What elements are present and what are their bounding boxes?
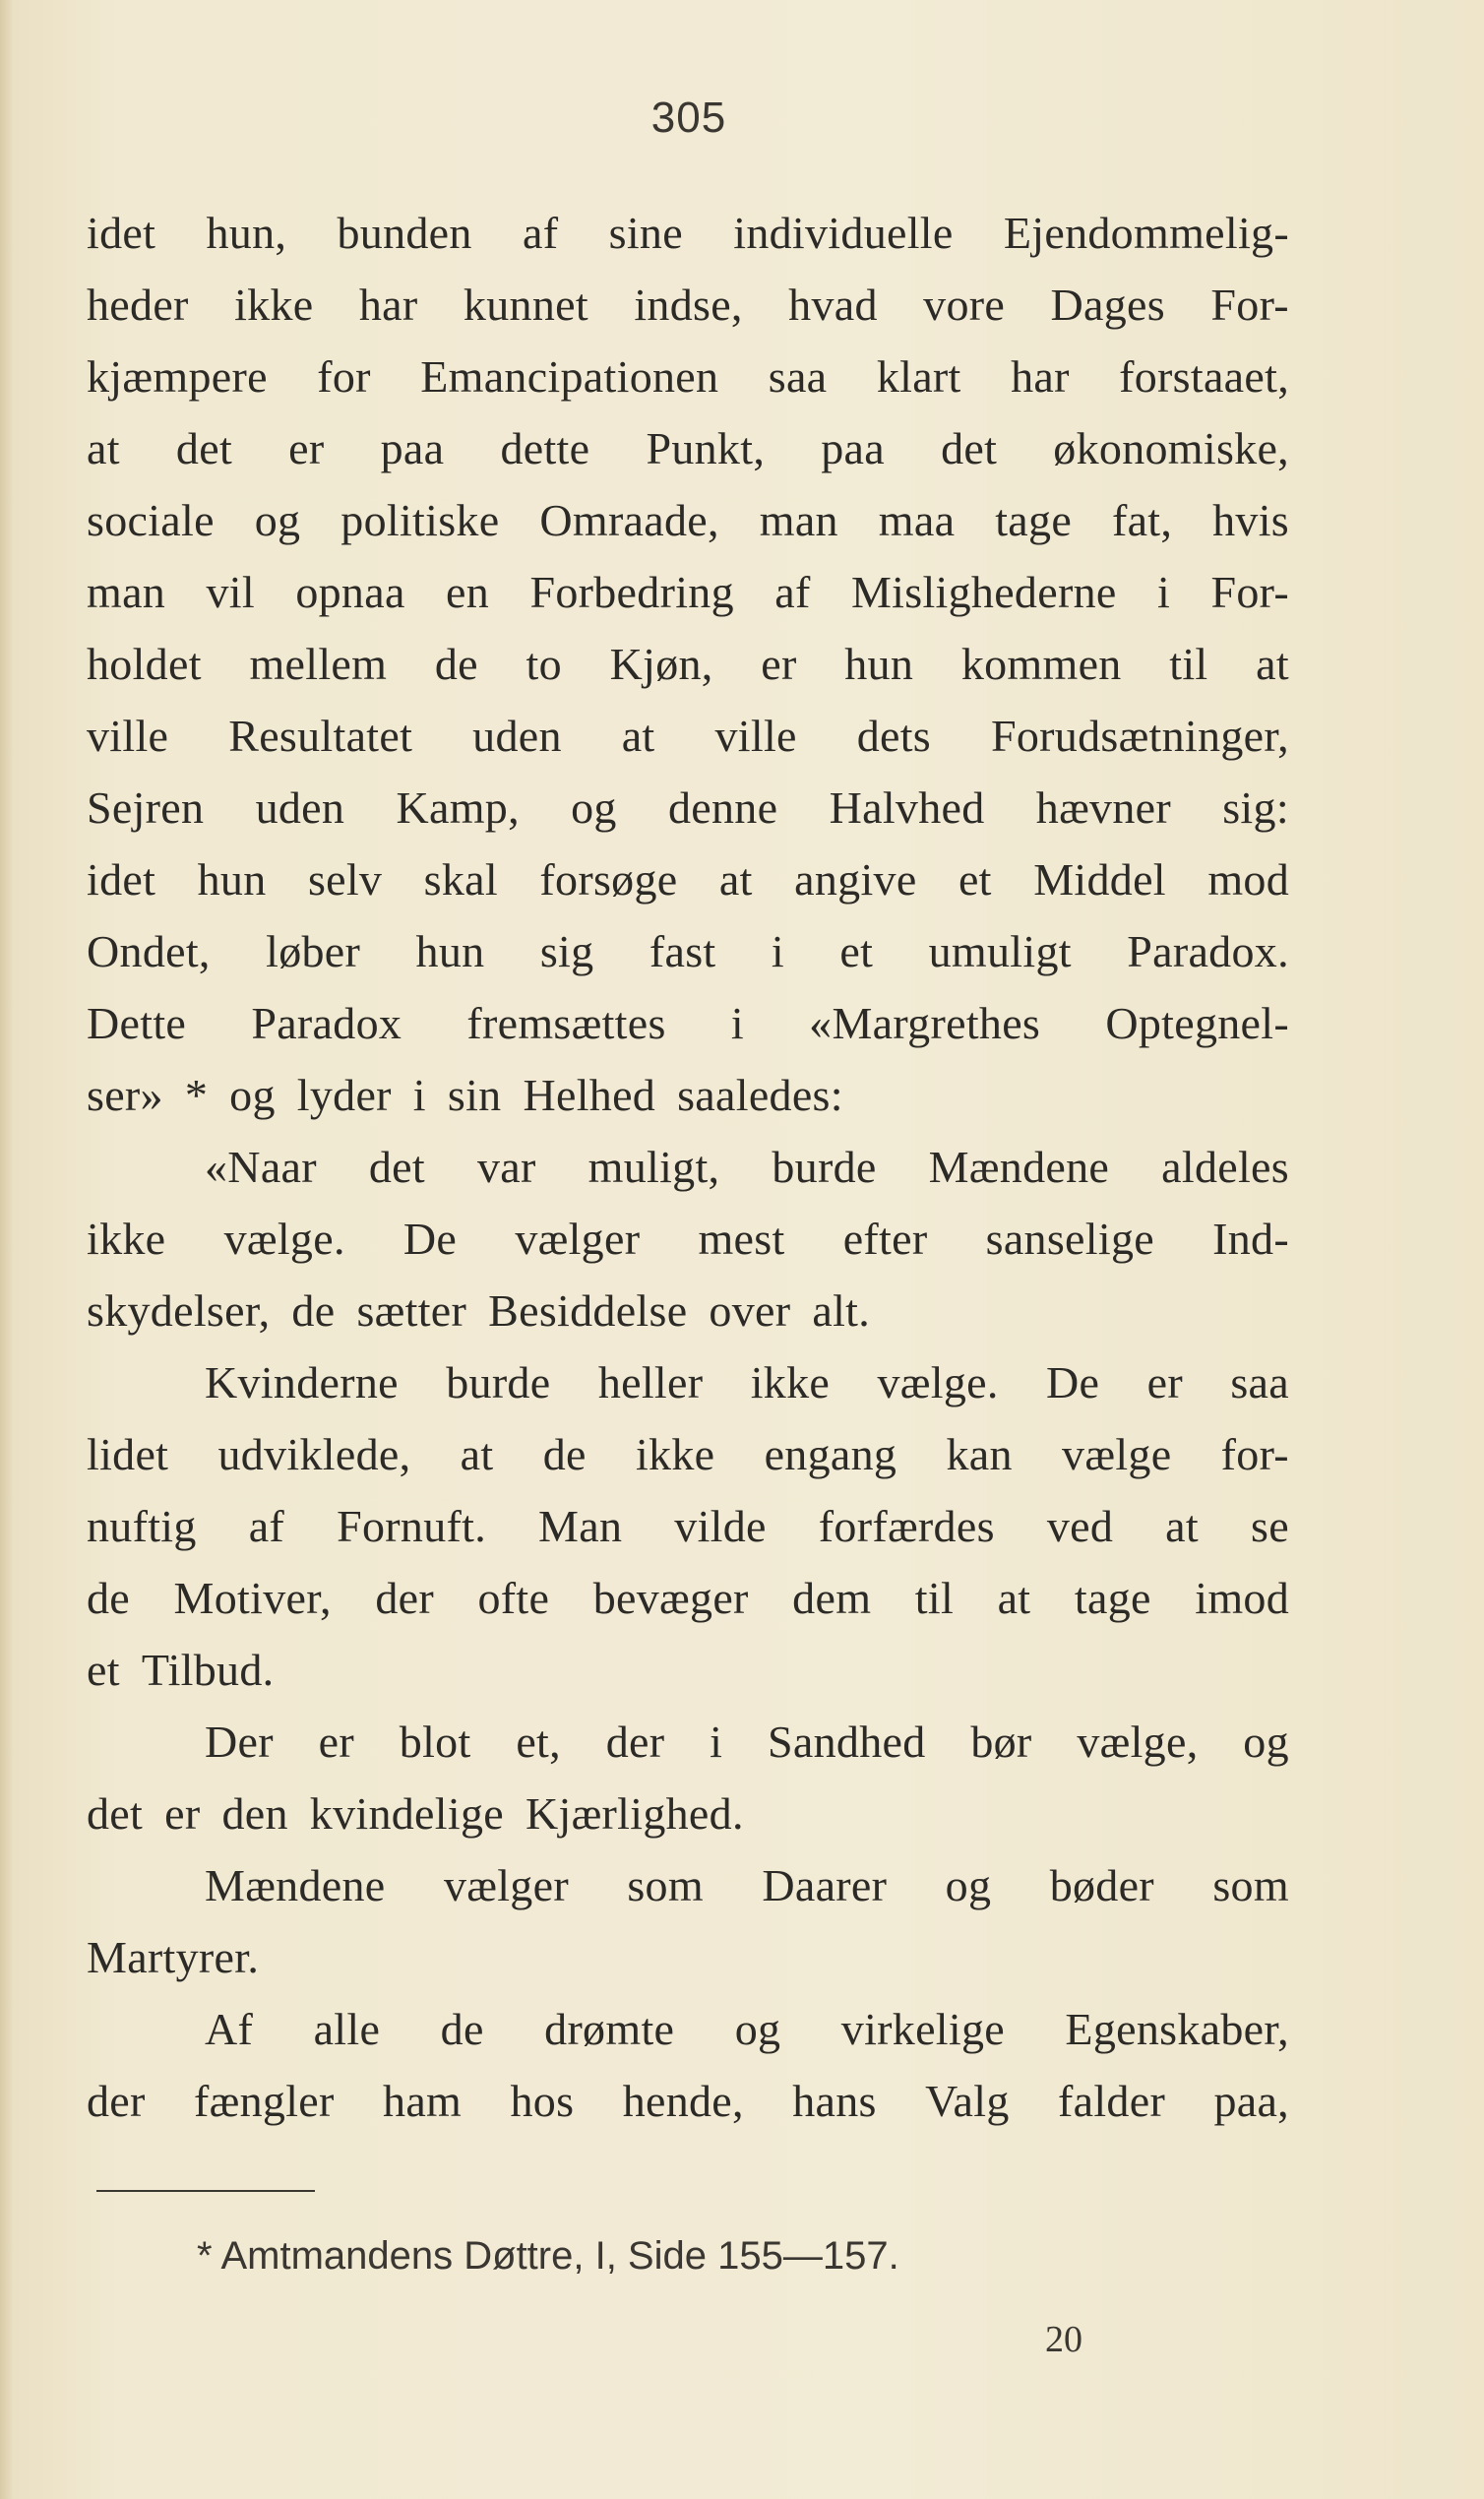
- text-line: «Naar det var muligt, burde Mændene aldeles: [205, 1142, 1289, 1192]
- text-line: man vil opnaa en Forbedring af Mislighederne i For-: [87, 567, 1289, 617]
- text-line: Kvinderne burde heller ikke vælge. De er saa: [205, 1357, 1289, 1407]
- text-line: idet hun selv skal forsøge at angive et Middel mod: [87, 854, 1289, 905]
- text-line: der fængler ham hos hende, hans Valg falder paa,: [87, 2076, 1289, 2126]
- text-line: nuftig af Fornuft. Man vilde forfærdes ved at se: [87, 1501, 1289, 1551]
- page-number: 305: [650, 94, 727, 142]
- text-line: Sejren uden Kamp, og denne Halvhed hævner sig:: [87, 782, 1289, 833]
- text-line: kjæmpere for Emancipationen saa klart har forstaaet,: [87, 351, 1289, 402]
- text-line: holdet mellem de to Kjøn, er hun kommen til at: [87, 639, 1289, 689]
- text-line: et Tilbud.: [87, 1645, 275, 1695]
- text-line: ikke vælge. De vælger mest efter sanselige Ind-: [87, 1214, 1289, 1264]
- text-line: skydelser, de sætter Besiddelse over alt.: [87, 1285, 871, 1336]
- text-line: at det er paa dette Punkt, paa det økonomiske,: [87, 423, 1289, 473]
- text-line: Ondet, løber hun sig fast i et umuligt Paradox.: [87, 926, 1289, 976]
- footnote: * Amtmandens Døttre, I, Side 155—157.: [197, 2234, 899, 2278]
- text-line: Dette Paradox fremsættes i «Margrethes Optegnel-: [87, 998, 1289, 1048]
- footnote-rule: [96, 2190, 315, 2192]
- text-line: ville Resultatet uden at ville dets Forudsætninger,: [87, 711, 1289, 761]
- text-line: Af alle de drømte og virkelige Egenskaber,: [205, 2004, 1289, 2054]
- text-line: ser» * og lyder i sin Helhed saaledes:: [87, 1070, 843, 1120]
- page-spine-shadow: [0, 0, 14, 2499]
- body-text: [87, 197, 1289, 2137]
- text-line: lidet udviklede, at de ikke engang kan vælge for-: [87, 1429, 1289, 1479]
- text-line: sociale og politiske Omraade, man maa tage fat, hvis: [87, 495, 1289, 545]
- text-line: det er den kvindelige Kjærlighed.: [87, 1788, 744, 1839]
- text-line: Mændene vælger som Daarer og bøder som: [205, 1860, 1289, 1910]
- text-line: Der er blot et, der i Sandhed bør vælge, og: [205, 1717, 1289, 1767]
- text-line: heder ikke har kunnet indse, hvad vore Dages For-: [87, 280, 1289, 330]
- text-line: idet hun, bunden af sine individuelle Ejendommelig-: [87, 208, 1289, 258]
- text-line: Martyrer.: [87, 1932, 260, 1982]
- signature-mark: 20: [1045, 2319, 1082, 2360]
- text-line: de Motiver, der ofte bevæger dem til at tage imod: [87, 1573, 1289, 1623]
